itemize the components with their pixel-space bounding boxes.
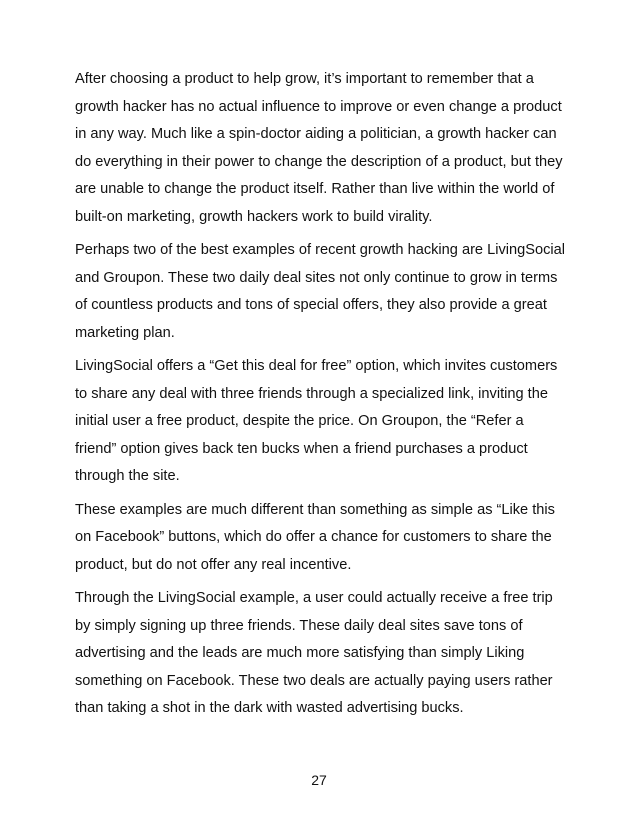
paragraph-4: These examples are much different than something as simple as “Like this on Facebook” buttons, which do offer a chance for customers to share the product, but do not offer any real incentive.: [75, 501, 555, 573]
paragraph-1: After choosing a product to help grow, it’s important to remember that a growth hacker has no actual influence to improve or even change a product in any way. Much like a spin-doctor aiding a politician, a growth hacker can do everything in their power to change the description of a product, but they are unable to change the product itself. Rather than live within the world of built-on marketing, growth hackers work to build virality.: [75, 71, 563, 225]
paragraph-2: Perhaps two of the best examples of recent growth hacking are LivingSocial and Groupon. These two daily deal sites not only continue to grow in terms of countless products and tons of special offers, they also provide a great marketing plan.: [75, 242, 565, 341]
page-number: 27: [311, 772, 327, 788]
paragraph-5: Through the LivingSocial example, a user could actually receive a free trip by simply signing up three friends. These daily deal sites save tons of advertising and the leads are much more satisfying than simply Liking something on Facebook. These two deals are actually paying users rather than taking a shot in the dark with wasted advertising bucks.: [75, 590, 553, 716]
paragraph-3: LivingSocial offers a “Get this deal for free” option, which invites customers to share any deal with three friends through a specialized link, inviting the initial user a free product, despite the price. On Groupon, the “Refer a friend” option gives back ten bucks when a friend purchases a product through the site.: [75, 358, 558, 484]
body-text: [75, 66, 567, 729]
